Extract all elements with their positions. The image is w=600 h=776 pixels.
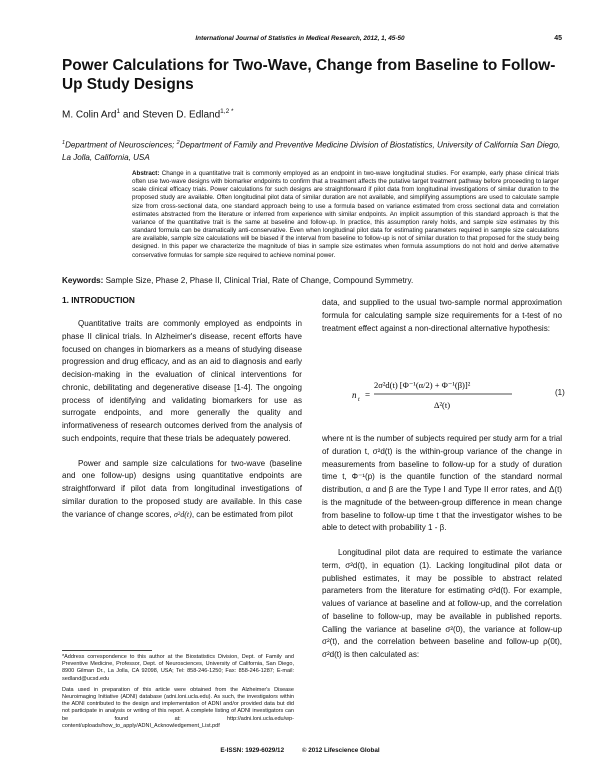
equation-number: (1)	[555, 388, 565, 397]
affil-2-sup: 2	[176, 140, 180, 146]
affiliations	[62, 137, 562, 164]
author-1: M. Colin Ard	[62, 109, 117, 121]
footnotes	[62, 654, 294, 734]
affil-1-sup: 1	[62, 140, 66, 146]
footnote-correspondence: *Address correspondence to this author at the Biostatistics Division, Dept. of Family and Preventive Medicine, Professor, Dept. of Neurosciences, University of California, San Diego, 8900 Gilman Dr., La Jolla, CA 92098, USA; Tel: 858-246-1250; Fax: 858-246-1287; E-mail: sedland@ucsd.edu	[62, 654, 294, 682]
intro-p2-a: Power and sample size calculations for two-wave (baseline and one follow-up) designs using quantitative endpoints are straightforward if pilot data from longitudinal investigations of similar duration to the proposed study are available. In this case the variance of change scores,	[62, 458, 302, 519]
intro-p2-b: , can be estimated from pilot	[191, 509, 293, 519]
eq-lhs: n	[352, 390, 357, 400]
eq-equals: =	[365, 390, 371, 400]
right-column-bottom	[322, 433, 562, 662]
eq-numerator: 2σ²d(t) [Φ⁻¹(α/2) + Φ⁻¹(β)]²	[374, 380, 471, 390]
author-2: Steven D. Edland	[142, 109, 221, 121]
abstract	[132, 170, 559, 260]
running-head: International Journal of Statistics in Medical Research, 2012, 1, 45-50	[195, 35, 405, 42]
left-column	[62, 318, 302, 521]
author-sep: and	[120, 109, 143, 121]
footnote-adni: Data used in preparation of this article were obtained from the Alzheimer's Disease Neuroimaging Initiative (ADNI) database (adni.loni.ucla.edu). As such, the investigators within the ADNI contributed to the design and implementation of ADNI and/or provided data but did not participate in analysis or writing of this report. A complete listing of ADNI investigators can be found at: http://adni.loni.ucla.edu/wp-content/uploads/how_to_apply/ADNI_Acknowledgement_List.pdf	[62, 686, 294, 729]
right-paragraph-3: Longitudinal pilot data are required to estimate the variance term, σ²d(t), in equation (1). Lacking longitudinal pilot data or published estimates, it may be possible to abstract related parameters from the literature for estimating σ²d(t). For example, values of variance at baseline and at follow-up, and the correlation of baseline to follow-up, may be available in published reports. Calling the variance at baseline σ²(0), the variance at follow-up σ²(t), and the correlation between baseline and follow-up ρ(0t), σ²d(t) is then calculated as:	[322, 548, 562, 659]
author-line	[62, 108, 234, 120]
section-heading: 1. INTRODUCTION	[62, 295, 135, 305]
variance-symbol: σ²d(t)	[173, 509, 192, 519]
page-number: 45	[554, 35, 562, 42]
eq-lhs-sub: t	[358, 397, 360, 403]
author-2-affil: 1,2 *	[220, 108, 234, 115]
right-paragraph-2: where nt is the number of subjects required per study arm for a trial of duration t, σ²d(t) is the within-group variance of the change in measurements from baseline to follow-up for a study of duration time t, Φ⁻¹(p) is the quantile function of the standard normal distribution, α and β are the Type I and Type II error rates, and Δ(t) is the magnitude of the between-group difference in mean change from baseline to follow-up time t that the investigator wishes to be able to detect with probability 1 - β.	[322, 434, 562, 533]
right-column-top	[322, 297, 562, 335]
footer-copyright: © 2012 Lifescience Global	[301, 747, 380, 754]
intro-paragraph-1: Quantitative traits are commonly employed as endpoints in phase II clinical trials. In Alzheimer's disease, recent efforts have focused on changes in biomarkers as a means of studying disease progression and drug efficacy, and as an aid to diagnosis and early decision-making in the evaluation of clinical interventions for chronic, debilitating and degenerative disease [1-4]. The ongoing process of identifying and validating biomarkers for use as surrogate endpoints, and more generally the quality and informativeness of research outcomes derived from the analysis of such endpoints, require that these trials be adequately powered.	[62, 319, 302, 443]
keywords	[62, 276, 572, 285]
abstract-label: Abstract:	[132, 170, 160, 177]
affil-2: Department of Family and Preventive Medicine Division of Biostatistics, University of California San Diego, La Jolla, California, USA	[62, 140, 561, 162]
author-1-affil: 1	[116, 108, 121, 115]
equation-1-svg	[352, 370, 574, 418]
equation-1	[352, 370, 574, 418]
footer-issn: E-ISSN: 1929-6029/12	[220, 747, 285, 754]
footnote-divider	[62, 650, 152, 651]
abstract-text: Change in a quantitative trait is commonly employed as an endpoint in two-wave longitudinal studies. For example, early phase clinical trials often use two-wave designs with biomarker endpoints to confirm that a treatment affects the putative target treatment pathway before proceeding to larger scale clinical efficacy trials. Power calculations for such designs are straightforward if pilot data from longitudinal investigations of similar duration to the proposed study are available. Often longitudinal pilot data of similar duration are not available, and simplifying assumptions are used to calculate sample size from cross-sectional data, one standard approach being to use a formula based on variance estimated from cross sectional data and correlation estimates abstracted from the literature or inferred from experience with similar endpoints. An implicit assumption of this standard approach is that the variance of the quantitative trait is the same at baseline and follow-up. In practice, this assumption rarely holds, and sample size estimates by this standard formula can be dramatically anti-conservative. Even when longitudinal pilot data for estimating parameters required in sample size calculations are available, sample size calculations will be biased if the interval from baseline to follow-up is not of similar duration to that proposed for the study being designed. In this paper we characterize the magnitude of bias in sample size estimates when formula assumptions do not hold and derive alternative conservative formulas for sample size required to achieve nominal power.	[132, 170, 559, 259]
eq-denominator: Δ²(t)	[434, 400, 451, 410]
keywords-text: Sample Size, Phase 2, Phase II, Clinical Trial, Rate of Change, Compound Symmetry.	[103, 276, 414, 285]
affil-1: Department of Neurosciences;	[65, 140, 177, 150]
intro-paragraph-2	[62, 458, 302, 522]
paper-title: Power Calculations for Two-Wave, Change from Baseline to Follow-Up Study Designs	[62, 57, 556, 93]
right-paragraph-1: data, and supplied to the usual two-sample normal approximation formula for calculating sample size requirements for a t-test of no treatment effect against a non-directional alternative hypothesis:	[322, 298, 562, 333]
keywords-label: Keywords:	[62, 276, 104, 285]
page-footer	[0, 747, 600, 754]
